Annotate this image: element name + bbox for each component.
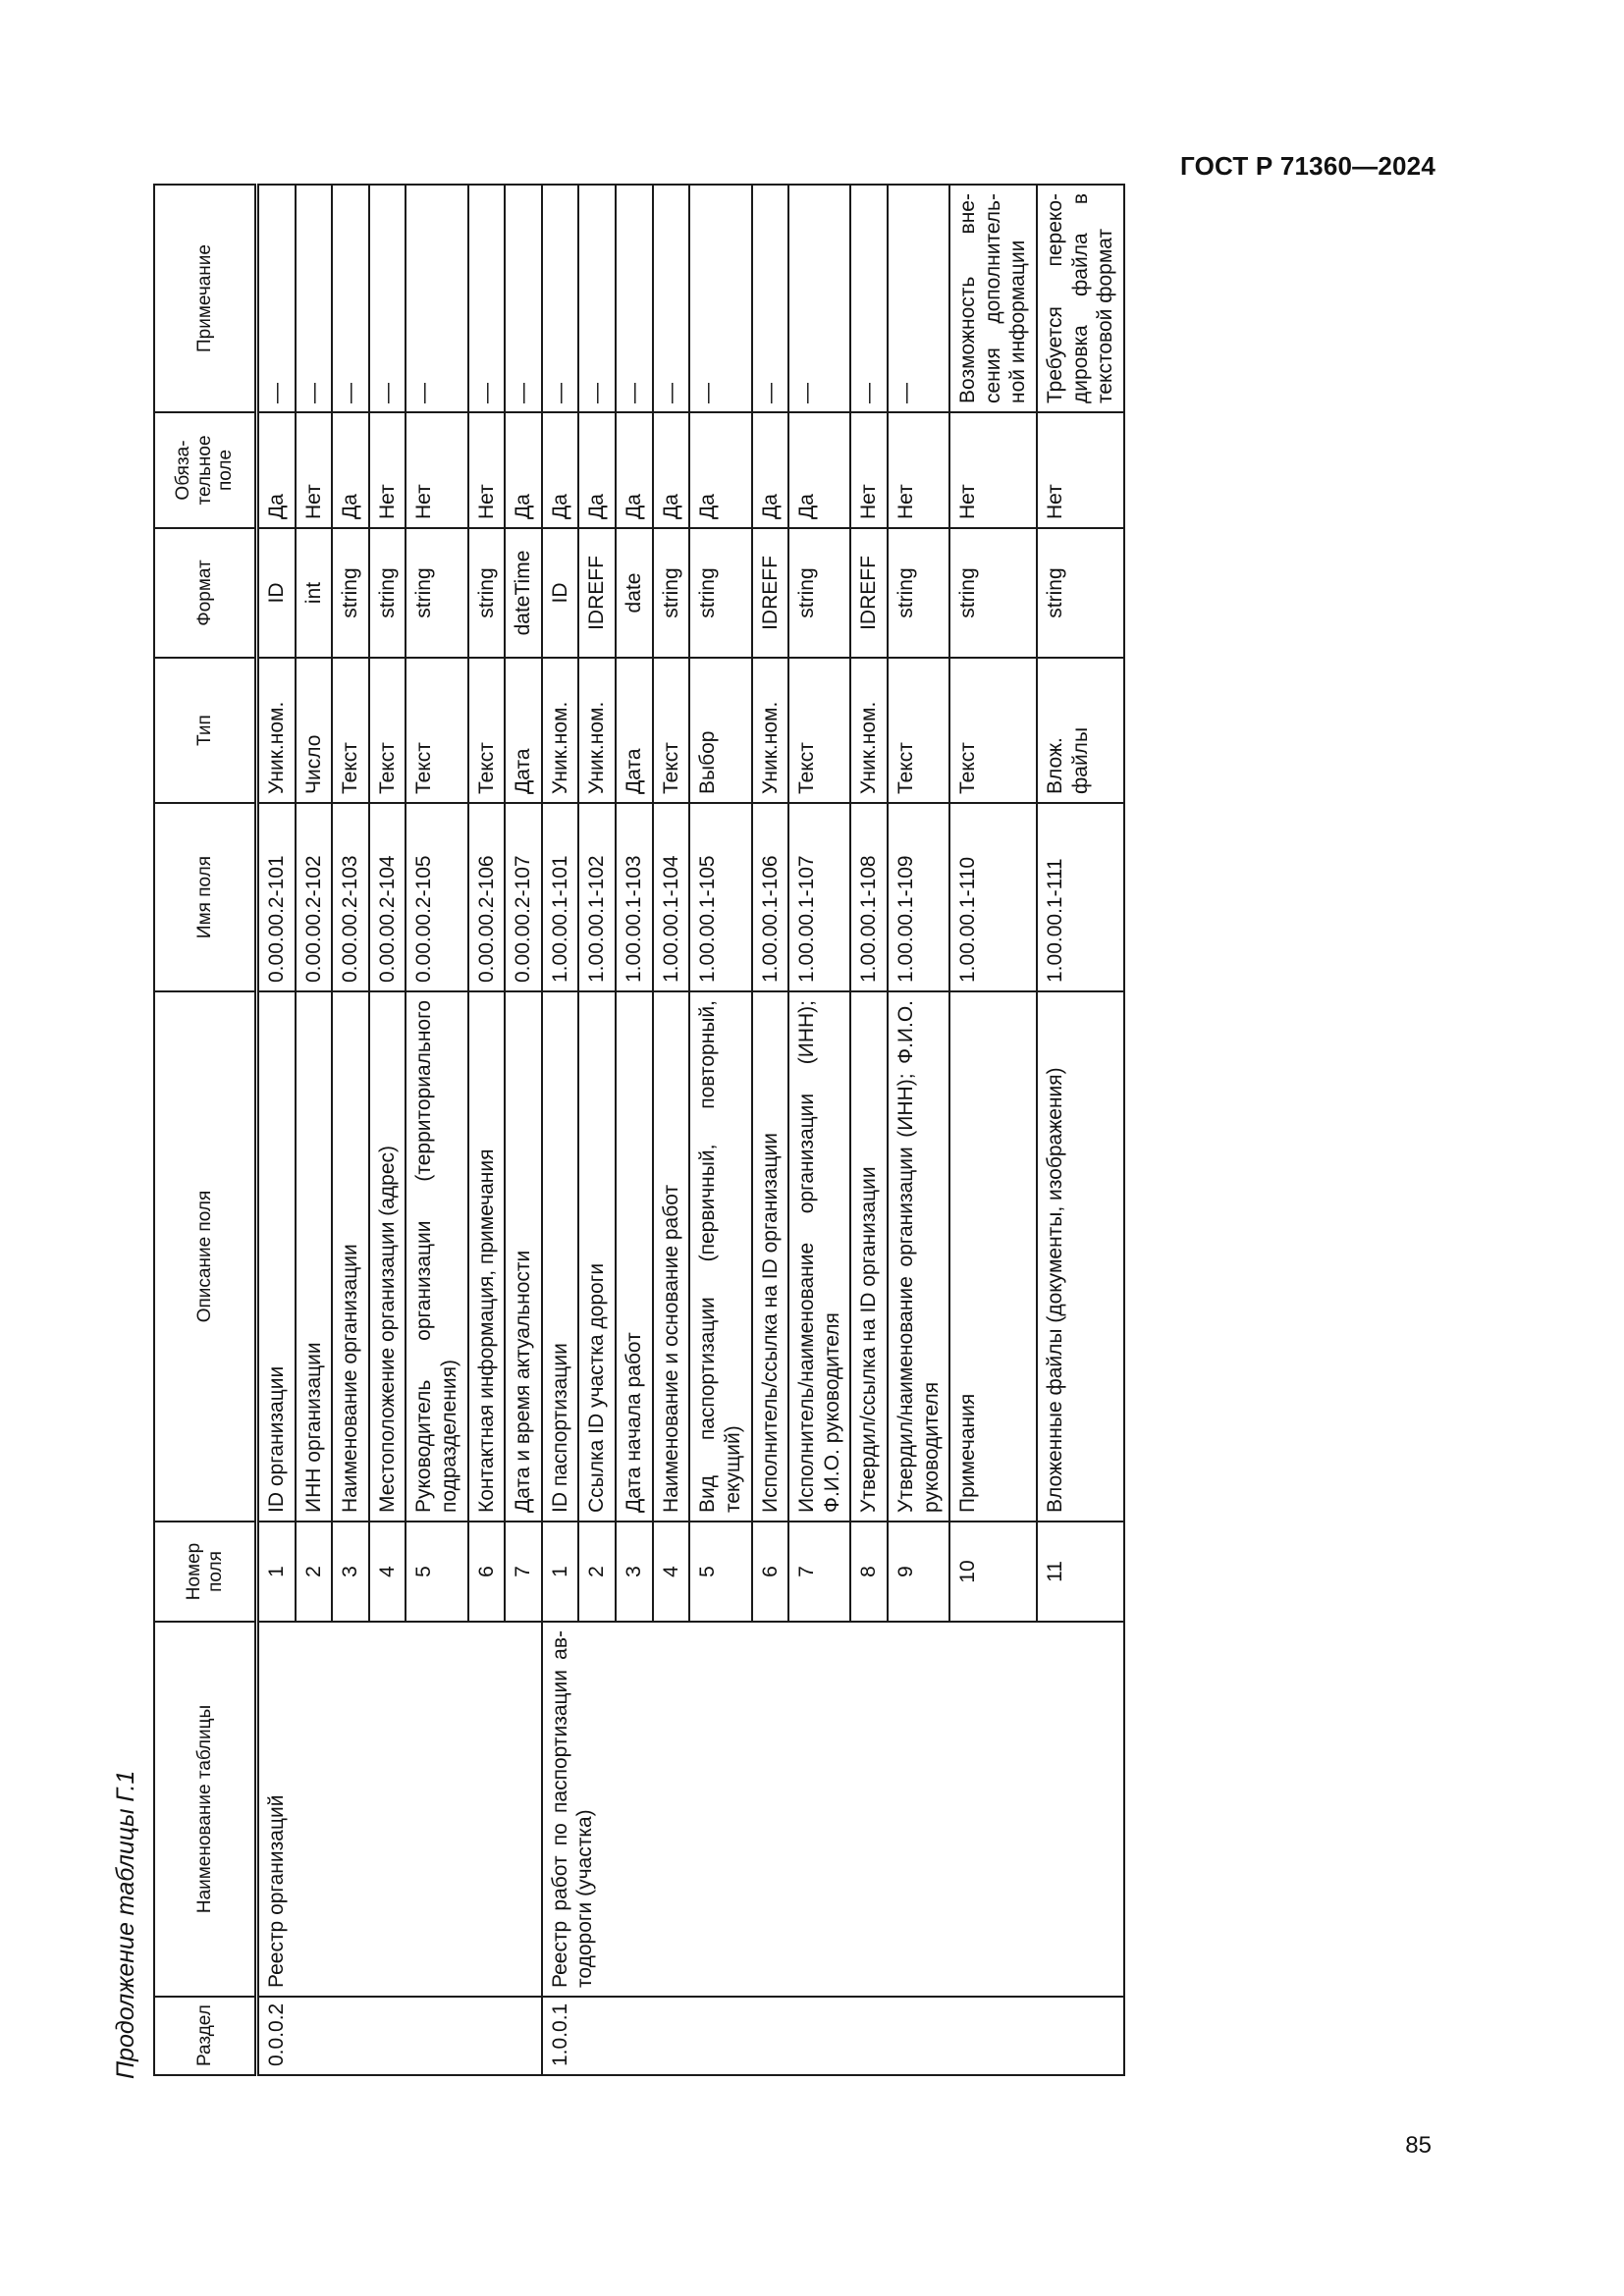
field-required: Нет <box>1037 412 1124 528</box>
field-name: 0.00.00.2-102 <box>296 803 333 991</box>
col-header-format: Формат <box>154 528 257 658</box>
field-type: Число <box>296 658 333 803</box>
field-note: — <box>468 185 506 412</box>
section-cell: 1.0.0.1 <box>542 1997 1124 2075</box>
field-format: date <box>616 528 653 658</box>
field-note: — <box>888 185 949 412</box>
field-format: IDREFF <box>578 528 616 658</box>
field-number: 2 <box>578 1522 616 1622</box>
col-header-field-name: Имя поля <box>154 803 257 991</box>
field-description: Дата и время актуальности <box>505 991 542 1522</box>
field-description: Дата начала работ <box>616 991 653 1522</box>
rotated-table-block <box>98 185 1316 2207</box>
field-description: Вид паспортизации (первичный, повторный, текущий) <box>689 991 751 1522</box>
field-required: Нет <box>850 412 888 528</box>
field-required: Да <box>542 412 579 528</box>
field-format: string <box>949 528 1037 658</box>
field-number: 6 <box>468 1522 506 1622</box>
field-name: 0.00.00.2-105 <box>406 803 467 991</box>
table-body <box>257 185 1124 2075</box>
field-name: 0.00.00.2-104 <box>369 803 406 991</box>
field-type: Текст <box>369 658 406 803</box>
field-format: IDREFF <box>752 528 789 658</box>
field-format: string <box>369 528 406 658</box>
field-required: Нет <box>296 412 333 528</box>
col-header-section: Раздел <box>154 1997 257 2075</box>
field-number: 3 <box>616 1522 653 1622</box>
field-name: 1.00.00.1-102 <box>578 803 616 991</box>
field-number: 4 <box>653 1522 690 1622</box>
field-number: 3 <box>332 1522 369 1622</box>
field-description: Руководитель организации (территориального подразделения) <box>406 991 467 1522</box>
field-note: Возможность внесения дополнительной информации <box>949 185 1037 412</box>
field-name: 1.00.00.1-108 <box>850 803 888 991</box>
field-name: 0.00.00.2-101 <box>257 803 296 991</box>
field-note: — <box>369 185 406 412</box>
field-type: Текст <box>888 658 949 803</box>
field-name: 0.00.00.2-107 <box>505 803 542 991</box>
field-description: Наименование и основание работ <box>653 991 690 1522</box>
field-name: 1.00.00.1-105 <box>689 803 751 991</box>
field-note: — <box>578 185 616 412</box>
field-required: Нет <box>949 412 1037 528</box>
field-format: string <box>689 528 751 658</box>
field-type: Влож. файлы <box>1037 658 1124 803</box>
field-description: Контактная информация, примечания <box>468 991 506 1522</box>
col-header-field-description: Описание поля <box>154 991 257 1522</box>
field-type: Текст <box>653 658 690 803</box>
field-name: 1.00.00.1-104 <box>653 803 690 991</box>
field-description: ID паспортизации <box>542 991 579 1522</box>
field-type: Уник.ном. <box>257 658 296 803</box>
field-required: Да <box>616 412 653 528</box>
field-name: 1.00.00.1-111 <box>1037 803 1124 991</box>
field-number: 9 <box>888 1522 949 1622</box>
col-header-required: Обязательное поле <box>154 412 257 528</box>
field-name: 1.00.00.1-103 <box>616 803 653 991</box>
field-number: 2 <box>296 1522 333 1622</box>
field-type: Выбор <box>689 658 751 803</box>
field-format: string <box>468 528 506 658</box>
page-number: 85 <box>1405 2132 1432 2159</box>
field-number: 7 <box>788 1522 850 1622</box>
field-number: 10 <box>949 1522 1037 1622</box>
field-required: Нет <box>468 412 506 528</box>
field-description: Ссылка ID участка дороги <box>578 991 616 1522</box>
col-header-table-name: Наименование таблицы <box>154 1622 257 1997</box>
field-required: Нет <box>369 412 406 528</box>
table-caption: Продолжение таблицы Г.1 <box>112 1770 139 2079</box>
field-format: dateTime <box>505 528 542 658</box>
field-required: Да <box>578 412 616 528</box>
field-type: Уник.ном. <box>752 658 789 803</box>
field-note: — <box>689 185 751 412</box>
field-number: 6 <box>752 1522 789 1622</box>
field-type: Дата <box>505 658 542 803</box>
field-note: — <box>257 185 296 412</box>
field-note: — <box>788 185 850 412</box>
field-name: 1.00.00.1-110 <box>949 803 1037 991</box>
field-format: ID <box>257 528 296 658</box>
field-note: Требуется перекодировка файла в текстовой формат <box>1037 185 1124 412</box>
field-required: Да <box>788 412 850 528</box>
field-name: 1.00.00.1-106 <box>752 803 789 991</box>
field-number: 11 <box>1037 1522 1124 1622</box>
field-required: Да <box>257 412 296 528</box>
field-note: — <box>616 185 653 412</box>
field-number: 5 <box>406 1522 467 1622</box>
field-description: Исполнитель/наименование организации (ИНН); Ф.И.О. руководителя <box>788 991 850 1522</box>
field-note: — <box>752 185 789 412</box>
field-number: 7 <box>505 1522 542 1622</box>
field-required: Да <box>332 412 369 528</box>
field-type: Дата <box>616 658 653 803</box>
field-name: 0.00.00.2-106 <box>468 803 506 991</box>
field-number: 4 <box>369 1522 406 1622</box>
field-required: Да <box>689 412 751 528</box>
field-format: int <box>296 528 333 658</box>
field-note: — <box>653 185 690 412</box>
field-note: — <box>406 185 467 412</box>
field-format: string <box>1037 528 1124 658</box>
field-description: ИНН организации <box>296 991 333 1522</box>
field-name: 1.00.00.1-107 <box>788 803 850 991</box>
field-format: string <box>788 528 850 658</box>
field-required: Да <box>505 412 542 528</box>
field-required: Нет <box>406 412 467 528</box>
col-header-field-number: Номер поля <box>154 1522 257 1622</box>
field-format: ID <box>542 528 579 658</box>
field-number: 1 <box>257 1522 296 1622</box>
field-type: Уник.ном. <box>850 658 888 803</box>
field-name: 1.00.00.1-109 <box>888 803 949 991</box>
field-description: Примечания <box>949 991 1037 1522</box>
field-type: Текст <box>406 658 467 803</box>
field-format: string <box>406 528 467 658</box>
field-type: Текст <box>468 658 506 803</box>
field-description: Вложенные файлы (документы, изображения) <box>1037 991 1124 1522</box>
section-cell: 0.0.0.2 <box>257 1997 542 2075</box>
field-description: Местоположение организации (адрес) <box>369 991 406 1522</box>
field-type: Уник.ном. <box>542 658 579 803</box>
col-header-type: Тип <box>154 658 257 803</box>
field-format: IDREFF <box>850 528 888 658</box>
header-row <box>154 185 257 2075</box>
table-name-cell: Реестр работ по паспортизации автодороги (участка) <box>542 1622 1124 1997</box>
field-format: string <box>332 528 369 658</box>
field-note: — <box>332 185 369 412</box>
field-note: — <box>505 185 542 412</box>
field-required: Да <box>653 412 690 528</box>
field-number: 8 <box>850 1522 888 1622</box>
field-note: — <box>542 185 579 412</box>
standard-code: ГОСТ Р 71360—2024 <box>1180 151 1435 181</box>
field-description: Утвердил/ссылка на ID организации <box>850 991 888 1522</box>
field-number: 1 <box>542 1522 579 1622</box>
field-note: — <box>296 185 333 412</box>
field-description: Утвердил/наименование организации (ИНН); Ф.И.О. руководителя <box>888 991 949 1522</box>
field-format: string <box>888 528 949 658</box>
field-required: Да <box>752 412 789 528</box>
field-format: string <box>653 528 690 658</box>
field-required: Нет <box>888 412 949 528</box>
fields-table <box>153 184 1125 2076</box>
field-description: Исполнитель/ссылка на ID организации <box>752 991 789 1522</box>
field-number: 5 <box>689 1522 751 1622</box>
field-type: Текст <box>788 658 850 803</box>
field-description: ID организации <box>257 991 296 1522</box>
field-description: Наименование организации <box>332 991 369 1522</box>
col-header-note: Примечание <box>154 185 257 412</box>
field-type: Текст <box>332 658 369 803</box>
field-type: Уник.ном. <box>578 658 616 803</box>
table-row <box>257 185 296 2075</box>
table-name-cell: Реестр организаций <box>257 1622 542 1997</box>
table-row <box>542 185 579 2075</box>
field-note: — <box>850 185 888 412</box>
field-name: 1.00.00.1-101 <box>542 803 579 991</box>
field-name: 0.00.00.2-103 <box>332 803 369 991</box>
field-type: Текст <box>949 658 1037 803</box>
